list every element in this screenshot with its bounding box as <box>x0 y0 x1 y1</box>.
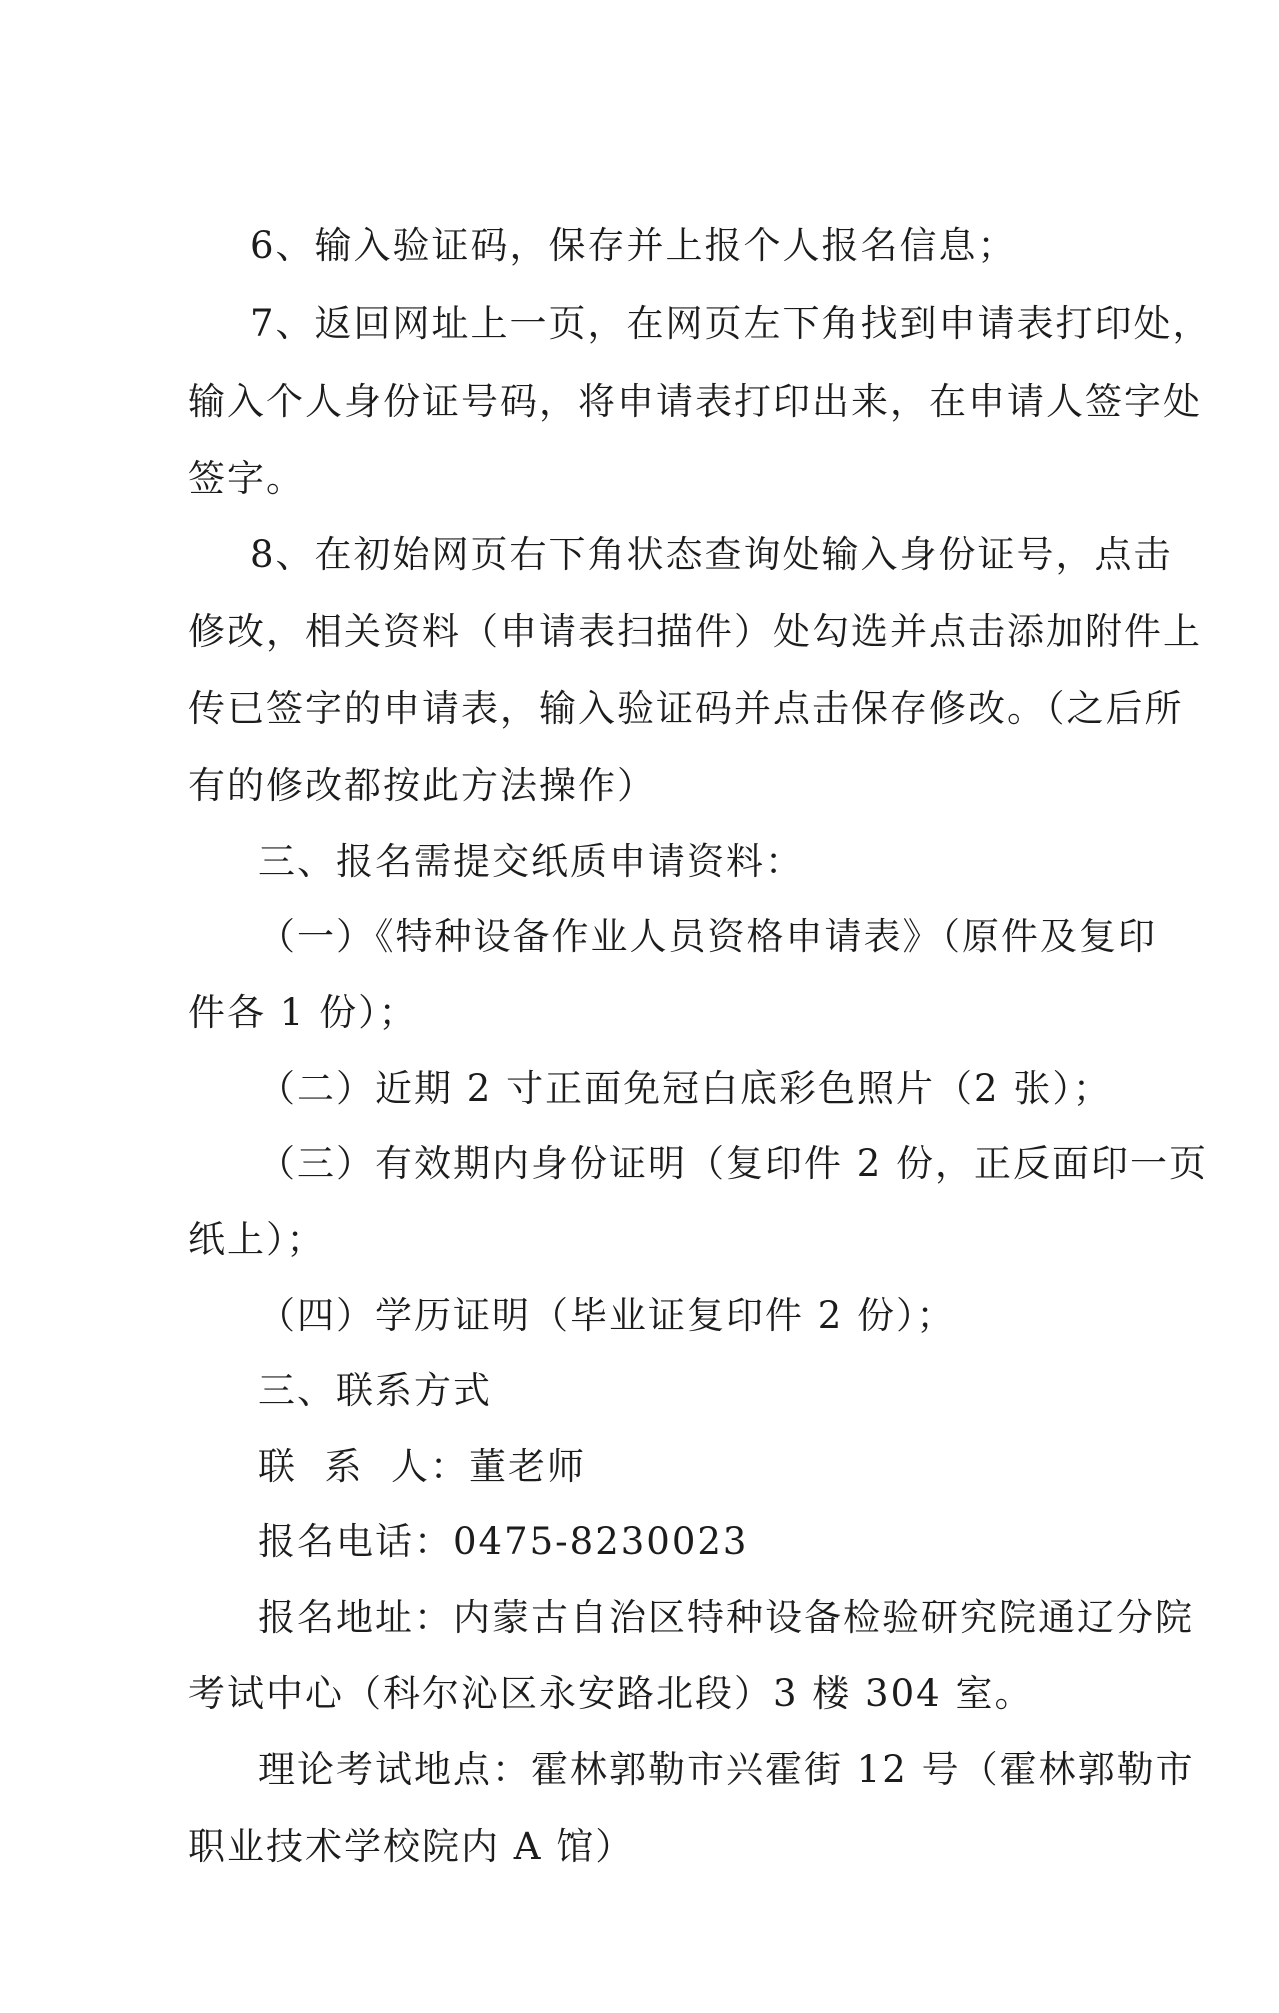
material-4-line: （四）学历证明（毕业证复印件 2 份）； <box>258 1294 956 1337</box>
material-1-line-2: 件各 1 份）； <box>188 991 418 1034</box>
exam-location-line-2: 职业技术学校院内 A 馆） <box>188 1825 635 1868</box>
step-8-line-1: 8、在初始网页右下角状态查询处输入身份证号，点击 <box>250 533 1173 576</box>
section-heading-materials: 三、报名需提交纸质申请资料： <box>258 840 804 883</box>
material-3-line-2: 纸上）； <box>188 1218 326 1261</box>
section-heading-contact: 三、联系方式 <box>258 1369 492 1412</box>
step-7-line-2: 输入个人身份证号码，将申请表打印出来，在申请人签字处 <box>188 380 1202 423</box>
step-8-line-4: 有的修改都按此方法操作） <box>188 764 656 807</box>
material-1-line-1: （一）《特种设备作业人员资格申请表》（原件及复印 <box>258 915 1157 958</box>
step-8-line-3: 传已签字的申请表，输入验证码并点击保存修改。（之后所 <box>188 687 1184 730</box>
contact-address-line-1: 报名地址：内蒙古自治区特种设备检验研究院通辽分院 <box>258 1596 1194 1639</box>
step-8-line-2: 修改，相关资料（申请表扫描件）处勾选并点击添加附件上 <box>188 610 1202 653</box>
step-7-line-1: 7、返回网址上一页，在网页左下角找到申请表打印处， <box>250 302 1212 345</box>
exam-location-line-1: 理论考试地点：霍林郭勒市兴霍街 12 号（霍林郭勒市 <box>258 1748 1195 1791</box>
contact-phone: 报名电话：0475-8230023 <box>258 1520 749 1563</box>
material-3-line-1: （三）有效期内身份证明（复印件 2 份，正反面印一页 <box>258 1142 1209 1185</box>
step-7-line-3: 签字。 <box>188 457 305 500</box>
step-6-line: 6、输入验证码，保存并上报个人报名信息； <box>250 224 1017 267</box>
contact-address-line-2: 考试中心（科尔沁区永安路北段）3 楼 304 室。 <box>188 1672 1034 1715</box>
contact-person: 联 系 人：董老师 <box>258 1445 587 1488</box>
material-2-line: （二）近期 2 寸正面免冠白底彩色照片（2 张）； <box>258 1067 1112 1110</box>
